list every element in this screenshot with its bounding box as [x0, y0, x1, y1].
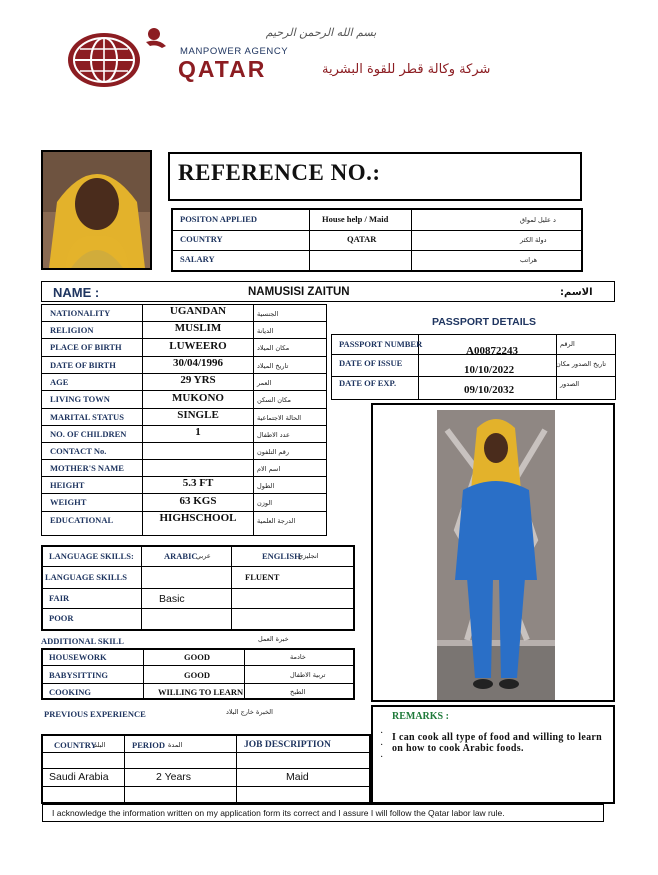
salary-arabic: هراتب	[520, 256, 538, 264]
fair-label: FAIR	[49, 593, 70, 603]
personal-height-arabic: الطول	[257, 481, 275, 490]
language-row-label: LANGUAGE SKILLS	[45, 572, 127, 582]
expiry-date-label: DATE OF EXP.	[339, 378, 397, 388]
personal-age-value: 29 YRS	[180, 374, 216, 386]
expiry-date-arabic: الصدور	[560, 380, 580, 388]
country-label: COUNTRY	[180, 234, 223, 244]
previous-experience-title-arabic: الخبرة خارج البلاد	[226, 708, 273, 716]
passport-title: PASSPORT DETAILS	[432, 316, 537, 328]
personal-mother-s-name-value	[142, 459, 254, 473]
experience-job-value: Maid	[286, 771, 309, 783]
salary-label: SALARY	[180, 254, 215, 264]
personal-weight-label: WEIGHT	[50, 497, 87, 507]
fair-value: Basic	[159, 593, 185, 605]
personal-weight-arabic: الوزن	[257, 499, 273, 507]
personal-height-value: 5.3 FT	[182, 477, 214, 489]
agency-name-small: MANPOWER AGENCY	[180, 46, 289, 57]
passport-number-arabic: الرقم	[560, 340, 575, 348]
personal-place-of-birth-value: LUWEERO	[169, 339, 227, 352]
cooking-value: WILLING TO LEARN	[158, 687, 244, 697]
agency-name-arabic: شركة وكالة قطر للقوة البشرية	[322, 62, 491, 77]
babysitting-label: BABYSITTING	[49, 670, 109, 680]
expiry-date-value: 09/10/2032	[464, 384, 515, 396]
personal-nationality-label: NATIONALITY	[50, 307, 111, 318]
experience-country-header: COUNTRY	[54, 740, 97, 750]
personal-place-of-birth-arabic: مكان الميلاد	[257, 344, 290, 352]
english-language-ar: انجليزي	[298, 552, 319, 560]
personal-marital-status-value: SINGLE	[177, 409, 219, 421]
portrait-photo-icon	[43, 152, 150, 268]
personal-mother-s-name-label: MOTHER'S NAME	[50, 462, 124, 473]
personal-age-label: AGE	[50, 376, 69, 387]
experience-period-header-arabic: المدة	[168, 741, 183, 749]
personal-living-town-value: MUKONO	[172, 391, 224, 404]
personal-living-town-arabic: مكان السكن	[257, 396, 292, 404]
experience-country-header-arabic: البلد	[94, 741, 106, 749]
reference-box	[168, 152, 582, 201]
personal-educational-label: EDUCATIONAL	[50, 514, 114, 525]
personal-nationality-arabic: الجنسية	[257, 309, 279, 318]
issue-date-arabic: تاريخ الصدور مكان	[556, 360, 607, 368]
experience-period-value: 2 Years	[156, 771, 192, 783]
agency-logo	[66, 24, 170, 90]
position-arabic: د عليل لمواق	[520, 216, 556, 224]
babysitting-arabic: تربية الاطفال	[290, 671, 326, 679]
cooking-arabic: الطبخ	[290, 688, 306, 696]
applicant-name: NAMUSISI ZAITUN	[248, 286, 350, 298]
remarks-title: REMARKS :	[392, 710, 449, 722]
globe-logo-icon	[66, 24, 170, 90]
additional-skill-title-arabic: خبرة العمل	[258, 635, 289, 643]
remarks-bullet-3: ·	[380, 752, 384, 763]
personal-age-arabic: العمر	[257, 378, 272, 387]
housework-arabic: خادمة	[290, 653, 306, 661]
personal-marital-status-arabic: الحالة الاجتماعية	[257, 413, 302, 422]
applicant-photo	[41, 150, 152, 270]
english-language-label: ENGLISH	[262, 551, 301, 561]
experience-country-value: Saudi Arabia	[49, 771, 109, 783]
personal-religion-arabic: الديانة	[257, 326, 274, 335]
personal-educational-value: HIGHSCHOOL	[159, 512, 237, 524]
previous-experience-title: PREVIOUS EXPERIENCE	[44, 709, 146, 719]
position-value: House help / Maid	[322, 214, 389, 224]
housework-value: GOOD	[184, 652, 210, 662]
name-label: NAME :	[53, 284, 100, 300]
personal-no-of-children-label: NO. OF CHILDREN	[50, 428, 127, 439]
country-arabic: دولة الكثر	[520, 236, 547, 244]
additional-skill-title: ADDITIONAL SKILL	[41, 636, 124, 646]
language-header-label: LANGUAGE SKILLS:	[49, 551, 134, 561]
arabic-language-label: ARABIC	[164, 551, 198, 561]
babysitting-value: GOOD	[184, 670, 210, 680]
arabic-language-ar: عربي	[196, 552, 211, 560]
personal-contact-no-arabic: رقم التلفون	[257, 447, 289, 456]
personal-height-label: HEIGHT	[50, 479, 85, 490]
bismillah-text: بسم الله الرحمن الرحيم	[265, 26, 377, 39]
english-level: FLUENT	[245, 572, 280, 582]
poor-label: POOR	[49, 613, 74, 623]
personal-contact-no-label: CONTACT No.	[50, 445, 107, 456]
personal-mother-s-name-arabic: اسم الام	[257, 464, 281, 473]
remarks-bullet-1: ·	[380, 728, 384, 739]
personal-educational-arabic: الدرجة العلمية	[257, 516, 296, 525]
reference-label: REFERENCE NO.:	[178, 160, 381, 185]
experience-job-header: JOB DESCRIPTION	[244, 740, 331, 750]
experience-period-header: PERIOD	[132, 740, 166, 750]
personal-date-of-birth-arabic: تاريخ الميلاد	[257, 361, 289, 370]
country-value: QATAR	[347, 234, 377, 244]
personal-nationality-value: UGANDAN	[169, 305, 227, 317]
full-body-photo-icon	[437, 410, 555, 700]
personal-place-of-birth-label: PLACE OF BIRTH	[50, 342, 122, 352]
cooking-label: COOKING	[49, 687, 92, 697]
acknowledgement-text: I acknowledge the information written on my application form its correct and I assure I will follow the Qatar labor law rule.	[52, 808, 505, 818]
personal-living-town-label: LIVING TOWN	[50, 394, 110, 404]
name-arabic: الاسم:	[560, 286, 593, 298]
passport-number-label: PASSPORT NUMBER	[339, 339, 423, 349]
full-body-photo	[371, 403, 615, 702]
issue-date-label: DATE OF ISSUE	[339, 358, 403, 368]
personal-date-of-birth-label: DATE OF BIRTH	[50, 359, 116, 370]
agency-name-big: QATAR	[178, 56, 267, 82]
remarks-bullet-2: ·	[380, 740, 384, 751]
passport-number-value: A00872243	[466, 345, 518, 357]
personal-religion-label: RELIGION	[50, 324, 94, 335]
personal-weight-value: 63 KGS	[179, 494, 217, 507]
personal-no-of-children-value: 1	[195, 426, 201, 438]
personal-marital-status-label: MARITAL STATUS	[50, 411, 124, 422]
personal-date-of-birth-value: 30/04/1996	[172, 357, 224, 369]
housework-label: HOUSEWORK	[49, 652, 107, 662]
remarks-text: I can cook all type of food and willing to learn on how to cook Arabic foods.	[392, 732, 602, 754]
issue-date-value: 10/10/2022	[464, 364, 515, 376]
position-label: POSITON APPLIED	[180, 214, 258, 224]
personal-no-of-children-arabic: عدد الاطفال	[257, 430, 290, 439]
personal-religion-value: MUSLIM	[174, 322, 222, 334]
personal-contact-no-value	[142, 442, 254, 456]
